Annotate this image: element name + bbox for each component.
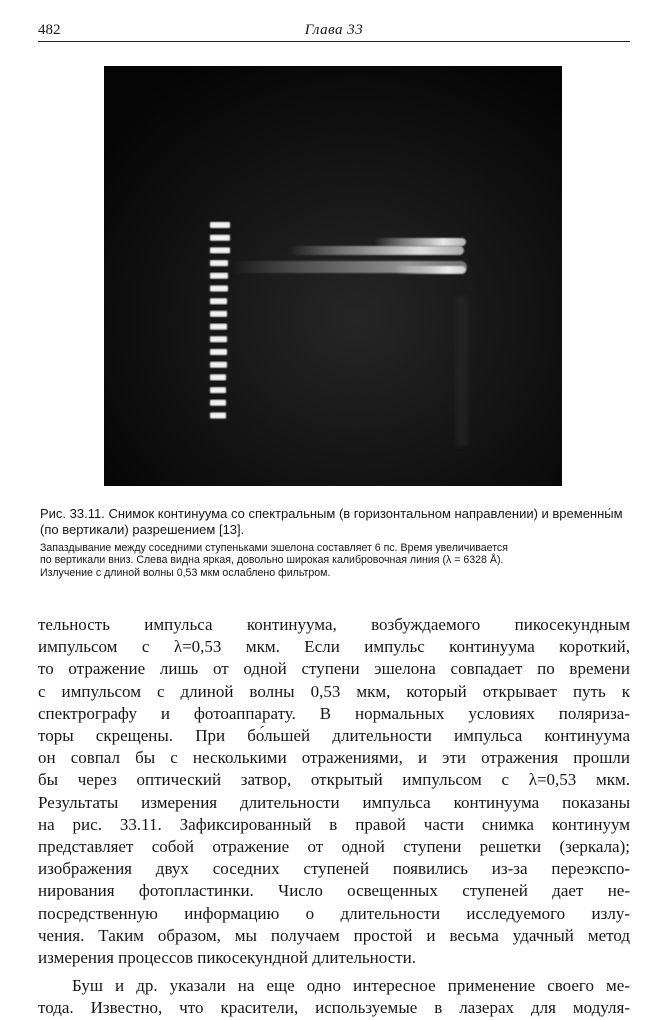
continuum-streak [394,266,466,274]
page-number: 482 [38,22,61,38]
text-line: на рис. 33.11. Зафиксированный в правой части снимка континуум [38,814,630,834]
chapter-title: Глава 33 [304,22,364,38]
calibration-step [210,286,228,292]
calibration-step [210,273,228,279]
photo-background [104,66,562,486]
calibration-step [210,362,227,368]
paragraph [38,614,630,969]
caption-note [40,542,630,579]
text-line: бы через оптический затвор, открытый импульсом с λ=0,53 мкм. [38,770,630,790]
text-line: тельность импульса континуума, возбуждаемого пикосекундным [38,615,630,634]
calibration-step [210,222,230,228]
body-text [38,614,630,1020]
spectrogram-photo [104,66,562,486]
text-line: он совпал бы с несколькими отражениями, и эти отражения прошли [38,748,630,768]
calibration-step [210,413,226,419]
text-line: торы скрещены. При бо́льшей длительности импульса континуума [38,726,630,746]
calibration-step [210,349,227,355]
continuum-streak [289,246,464,255]
text-line: спектрографу и фотоаппарату. В нормальных условиях поляриза- [38,703,630,723]
calibration-step [210,298,227,304]
text-line: импульсом с λ=0,53 мкм. Если импульс континуума короткий, [38,637,630,657]
calibration-step [210,235,230,241]
spectrogram-image [104,66,562,486]
running-header [38,22,630,42]
text-line: тода. Известно, что красители, используемые в лазерах для модуля- [38,998,630,1018]
continuum-streak [374,238,466,246]
text-line: измерения процессов пикосекундной длительности. [38,948,417,968]
calibration-step [210,387,226,393]
header-rule [38,41,630,42]
figure-caption [40,506,630,579]
text-line: посредственную информацию о длительности исследуемого излу- [38,903,630,923]
text-line: с импульсом с длиной волны 0,53 мкм, который открывает путь к [38,681,630,701]
calibration-step [210,374,226,380]
caption-note-line: по вертикали вниз. Слева видна яркая, довольно широкая калибровочная линия (λ = 6328 Å). [40,554,504,567]
text-line: Буш и др. указали на еще одно интересное применение своего ме- [72,976,630,996]
text-line: чения. Таким образом, мы получаем простой и весьма удачный метод [38,925,630,945]
faint-vertical-trace [456,296,468,446]
calibration-step [210,311,227,317]
caption-note-line: Запаздывание между соседними ступеньками эшелона составляет 6 пс. Время увеличивается [40,542,508,554]
text-line: то отражение лишь от одной ступени эшелона совпадает по времени [38,659,630,679]
calibration-step [210,400,226,406]
calibration-step [210,260,228,266]
text-line: нирования фотопластинки. Число освещенных ступеней дает не- [38,881,630,901]
calibration-step [210,247,230,253]
caption-main: Рис. 33.11. Снимок континуума со спектральным (в горизонтальном направлении) и временны́м (по вертикали) разрешением [13]. [40,506,623,537]
calibration-step [210,336,227,342]
calibration-step [210,324,227,330]
caption-note-line: Излучение с длиной волны 0,53 мкм ослаблено фильтром. [40,566,331,579]
text-line: изображения двух соседних ступеней появились из-за переэкспо- [38,859,630,879]
text-line: Результаты измерения длительности импульса континуума показаны [38,792,630,812]
paragraph [38,975,630,1019]
text-line: представляет собой отражение от одной ступени решетки (зеркала); [38,837,630,857]
